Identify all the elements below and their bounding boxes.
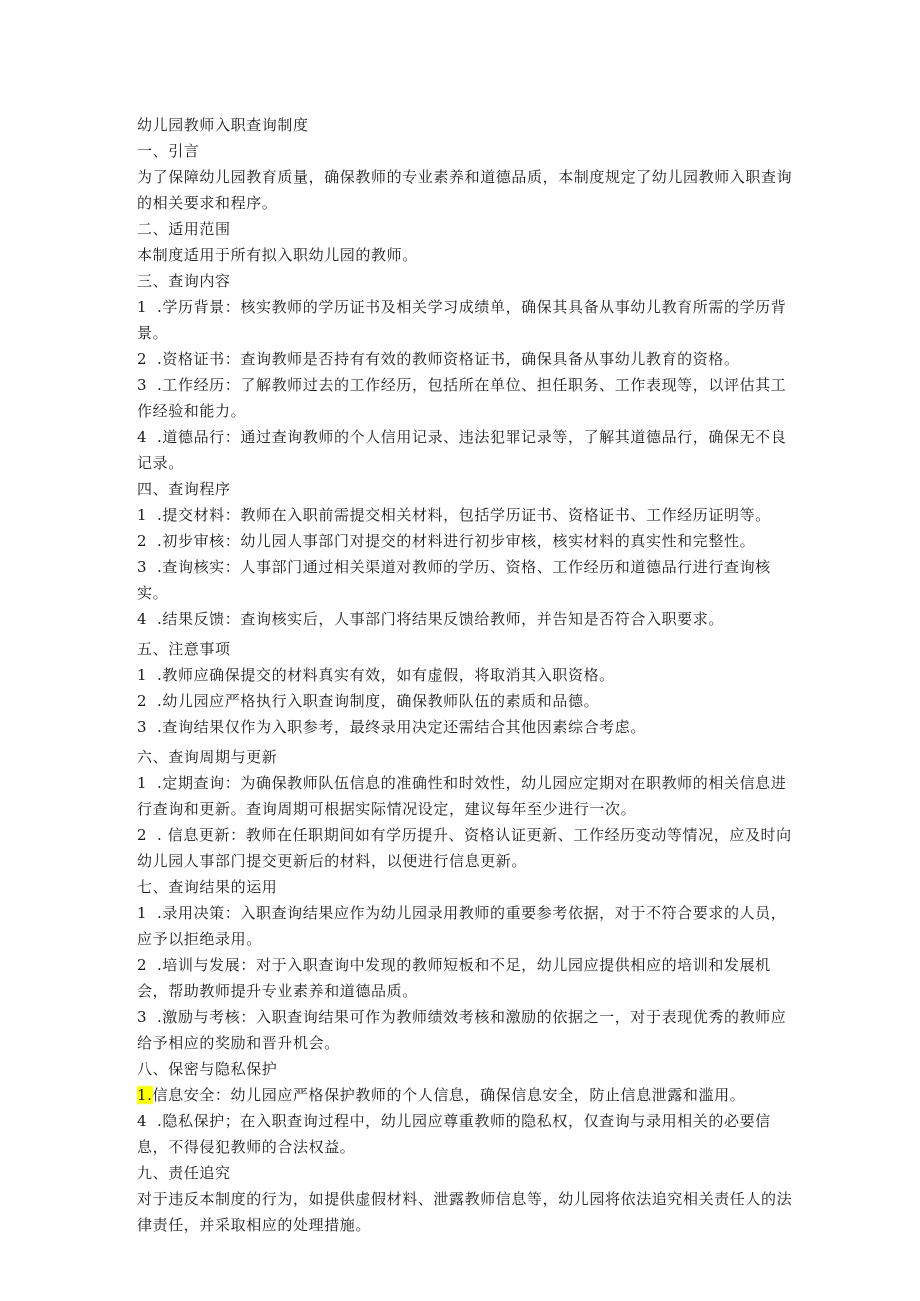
- section-heading-query-procedure: 四、查询程序: [137, 480, 231, 498]
- list-item-text: .教师应确保提交的材料真实有效，如有虚假，将取消其入职资格。: [157, 666, 615, 684]
- list-item: [137, 1082, 797, 1108]
- section-body-accountability: 对于违反本制度的行为，如提供虚假材料、泄露教师信息等，幼儿园将依法追究相关责任人的法律责任，并采取相应的处理措施。: [137, 1190, 793, 1234]
- list-item: [137, 822, 797, 874]
- highlighted-list-item-number: 1.: [137, 1086, 153, 1104]
- list-item-text: .查询核实：人事部门通过相关渠道对教师的学历、资格、工作经历和道德品行进行查询核实。: [137, 558, 771, 602]
- list-item-text: .隐私保护；在入职查询过程中，幼儿园应尊重教师的隐私权，仅查询与录用相关的必要信息，不得侵犯教师的合法权益。: [137, 1112, 771, 1156]
- section-heading-scope: 二、适用范围: [137, 220, 231, 238]
- list-item-text: .定期查询：为确保教师队伍信息的准确性和时效性，幼儿园应定期对在职教师的相关信息进行查询和更新。查询周期可根据实际情况设定，建议每年至少进行一次。: [137, 774, 787, 818]
- list-item-text: 信息安全：幼儿园应严格保护教师的个人信息，确保信息安全，防止信息泄露和滥用。: [152, 1086, 746, 1104]
- list-item: [137, 502, 797, 528]
- list-item: [137, 770, 797, 822]
- list-item: [137, 528, 797, 554]
- section-heading-result-usage: 七、查询结果的运用: [137, 878, 278, 896]
- list-item-text: .资格证书：查询教师是否持有有效的教师资格证书，确保具备从事幼儿教育的资格。: [157, 350, 740, 368]
- list-item: [137, 424, 797, 476]
- list-item: [137, 952, 797, 1004]
- list-item-number: 1: [137, 774, 148, 792]
- section-heading-accountability: 九、责任追究: [137, 1164, 231, 1182]
- list-item-number: 1: [137, 506, 148, 524]
- list-item-number: 1: [137, 298, 148, 316]
- list-item-number: 2: [137, 826, 148, 844]
- list-item: [137, 1108, 797, 1160]
- list-item-text: . 信息更新：教师在任职期间如有学历提升、资格认证更新、工作经历变动等情况，应及时向幼儿园人事部门提交更新后的材料，以便进行信息更新。: [137, 826, 792, 870]
- section-heading-notes: 五、注意事项: [137, 640, 231, 658]
- list-item-number: 2: [137, 692, 148, 710]
- list-item-text: .初步审核：幼儿园人事部门对提交的材料进行初步审核，核实材料的真实性和完整性。: [157, 532, 756, 550]
- list-item-text: .提交材料：教师在入职前需提交相关材料，包括学历证书、资格证书、工作经历证明等。: [157, 506, 771, 524]
- list-item-number: 4: [137, 428, 148, 446]
- section-heading-cycle-update: 六、查询周期与更新: [137, 748, 278, 766]
- section-heading-query-content: 三、查询内容: [137, 272, 231, 290]
- list-item: [137, 346, 797, 372]
- list-item-text: .工作经历：了解教师过去的工作经历，包括所在单位、担任职务、工作表现等，以评估其工作经验和能力。: [137, 376, 787, 420]
- list-item-text: .幼儿园应严格执行入职查询制度，确保教师队伍的素质和品德。: [157, 692, 600, 710]
- list-item: [137, 606, 797, 632]
- list-item: [137, 714, 797, 740]
- list-item-text: .查询结果仅作为入职参考，最终录用决定还需结合其他因素综合考虑。: [157, 718, 646, 736]
- list-item-number: 4: [137, 610, 148, 628]
- list-item-number: 3: [137, 718, 148, 736]
- list-item-text: .结果反馈：查询核实后，人事部门将结果反馈给教师，并告知是否符合入职要求。: [157, 610, 724, 628]
- list-item-number: 2: [137, 532, 148, 550]
- list-item-text: .道德品行：通过查询教师的个人信用记录、违法犯罪记录等，了解其道德品行，确保无不良记录。: [137, 428, 787, 472]
- list-item: [137, 688, 797, 714]
- list-item: [137, 1004, 797, 1056]
- list-item: [137, 372, 797, 424]
- document-title: 幼儿园教师入职查询制度: [137, 116, 309, 134]
- list-item-number: 3: [137, 558, 148, 576]
- list-item-number: 4: [137, 1112, 148, 1130]
- list-item-number: 1: [137, 666, 148, 684]
- list-item-text: .学历背景：核实教师的学历证书及相关学习成绩单，确保其具备从事幼儿教育所需的学历背景。: [137, 298, 787, 342]
- section-body-introduction: 为了保障幼儿园教育质量，确保教师的专业素养和道德品质，本制度规定了幼儿园教师入职查询的相关要求和程序。: [137, 168, 793, 212]
- list-item: [137, 294, 797, 346]
- list-item-number: 2: [137, 350, 148, 368]
- list-item-number: 3: [137, 1008, 148, 1026]
- document-body: [137, 112, 797, 1238]
- list-item-text: .培训与发展：对于入职查询中发现的教师短板和不足，幼儿园应提供相应的培训和发展机会，帮助教师提升专业素养和道德品质。: [137, 956, 771, 1000]
- section-body-scope: 本制度适用于所有拟入职幼儿园的教师。: [137, 246, 418, 264]
- list-item-text: .录用决策：入职查询结果应作为幼儿园录用教师的重要参考依据，对于不符合要求的人员，应予以拒绝录用。: [137, 904, 787, 948]
- list-item: [137, 554, 797, 606]
- list-item: [137, 900, 797, 952]
- list-item-text: .激励与考核：入职查询结果可作为教师绩效考核和激励的依据之一，对于表现优秀的教师应给予相应的奖励和晋升机会。: [137, 1008, 787, 1052]
- list-item: [137, 662, 797, 688]
- list-item-number: 3: [137, 376, 148, 394]
- list-item-number: 2: [137, 956, 148, 974]
- section-heading-introduction: 一、引言: [137, 142, 200, 160]
- list-item-number: 1: [137, 904, 148, 922]
- section-heading-privacy: 八、保密与隐私保护: [137, 1060, 278, 1078]
